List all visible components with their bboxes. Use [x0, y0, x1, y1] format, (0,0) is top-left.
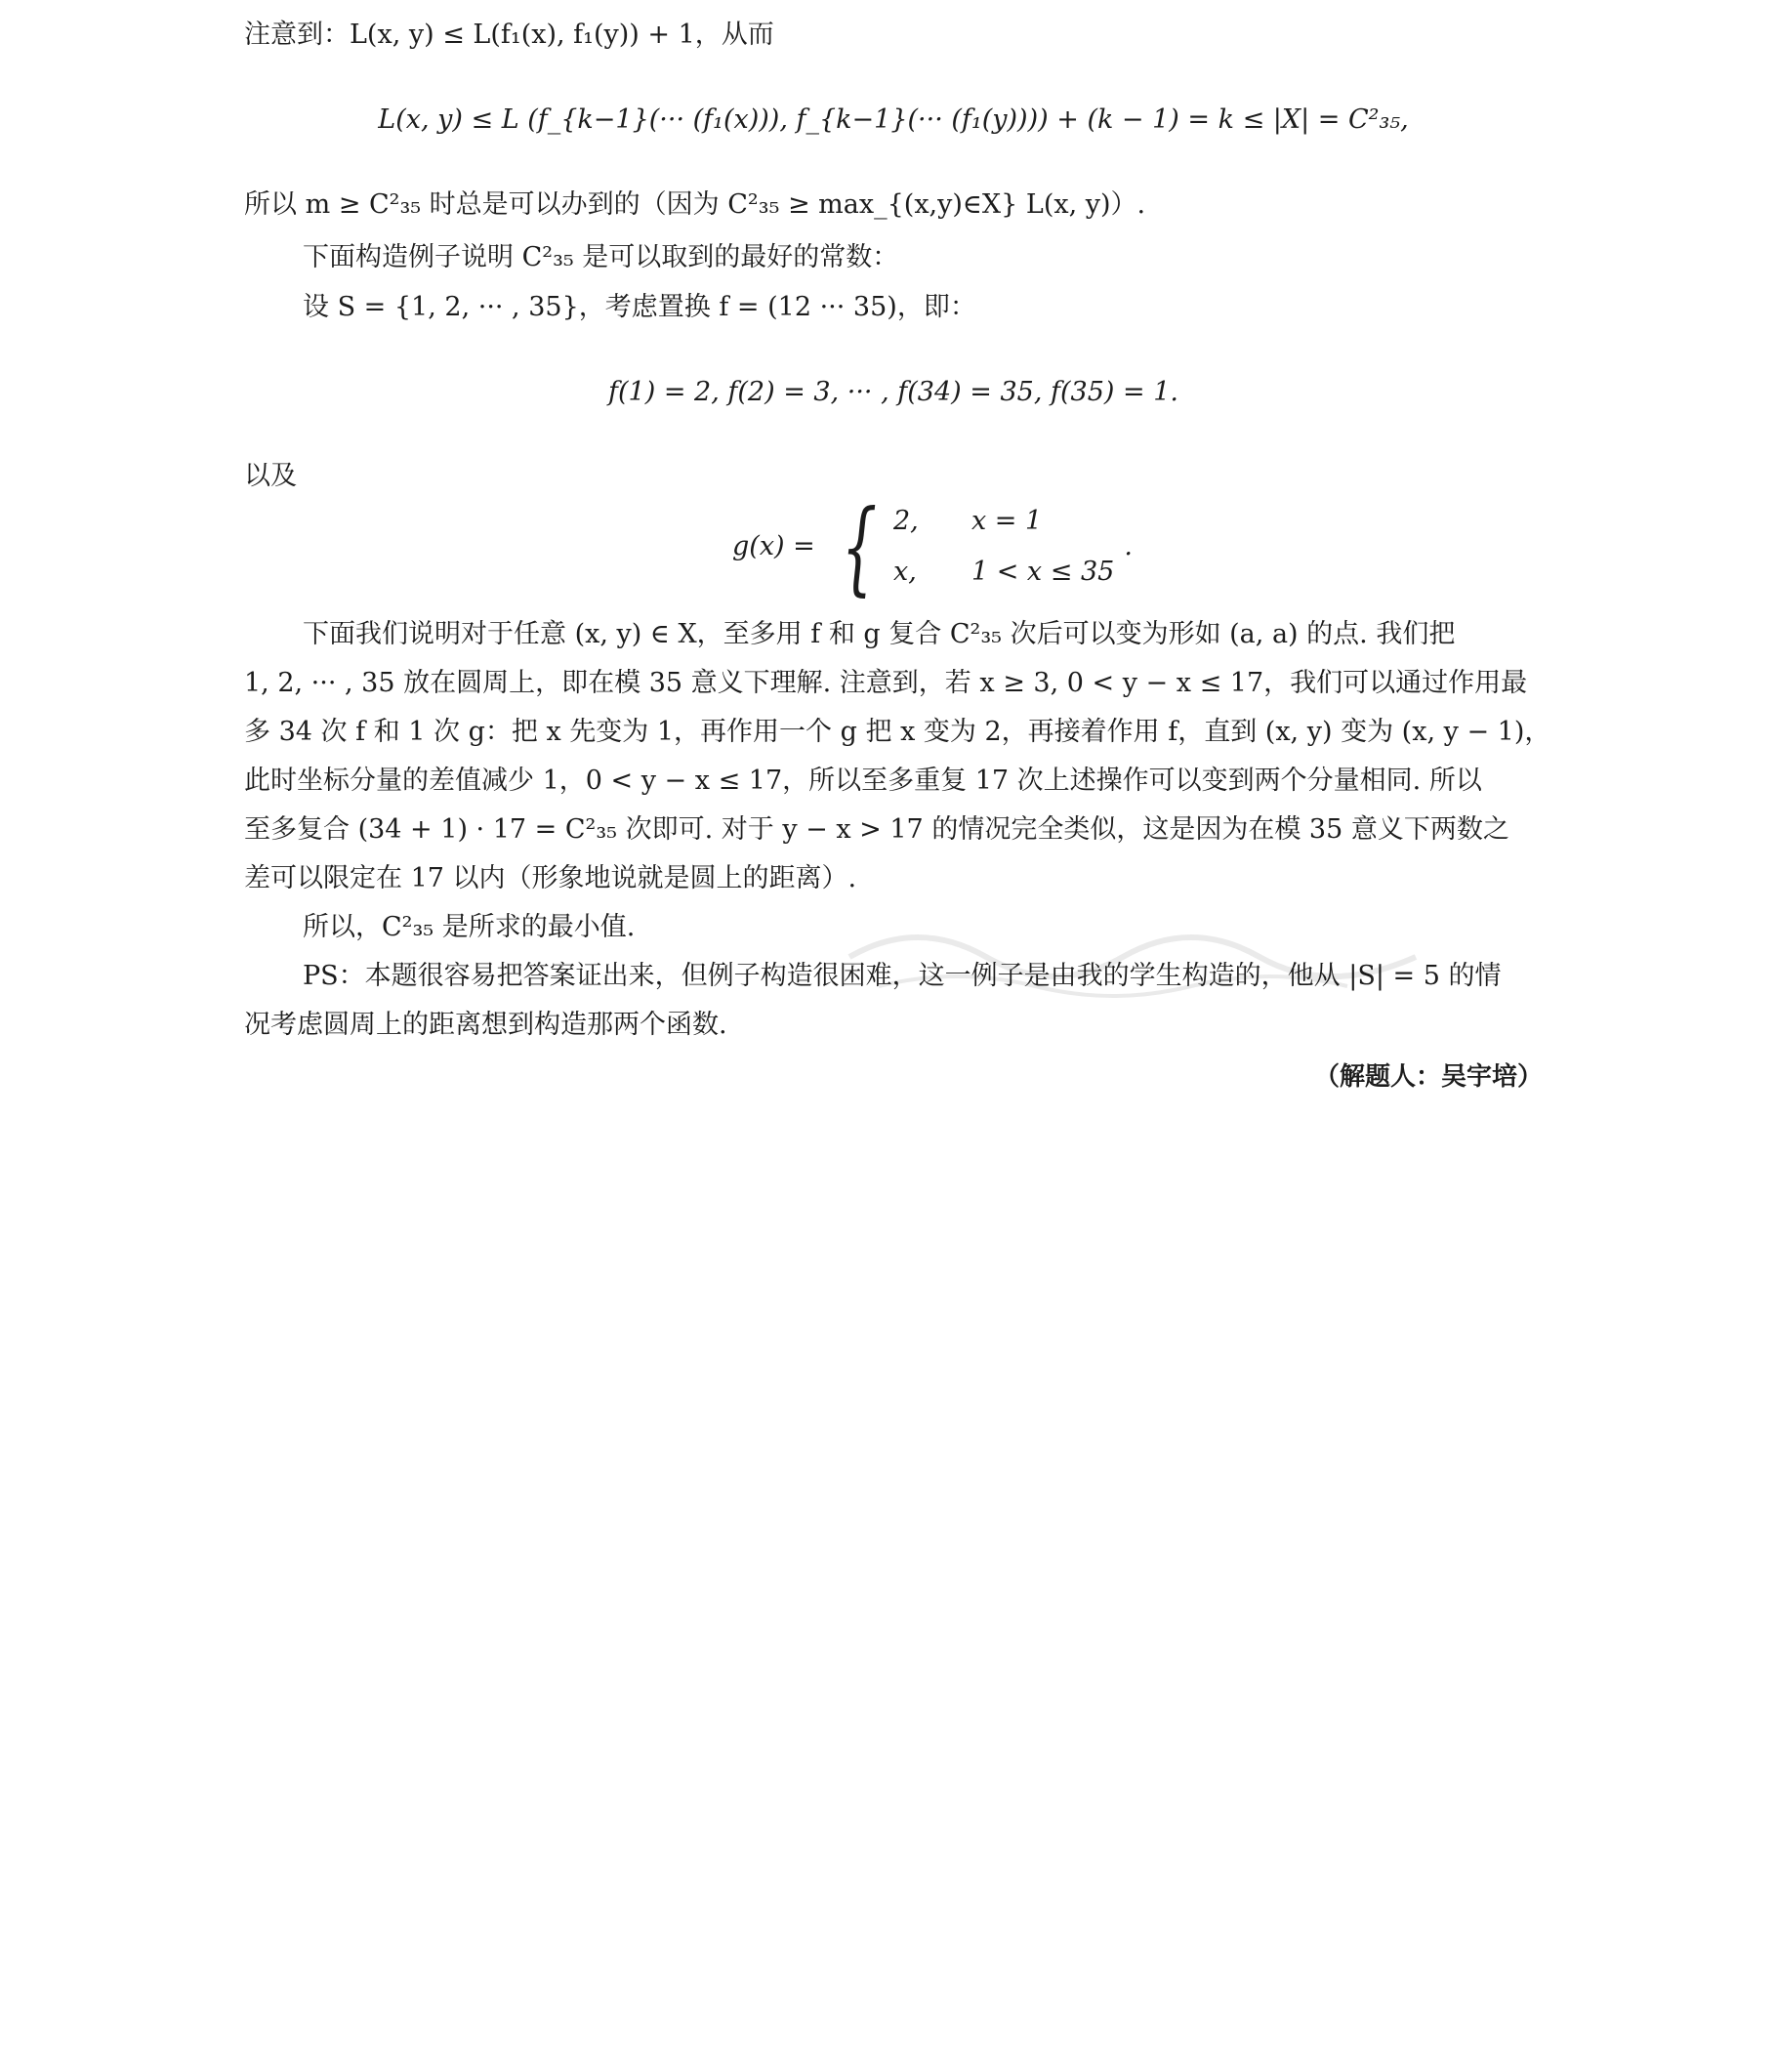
- text-line: 设 S = {1, 2, ··· , 35}，考虑置换 f = (12 ··· 35)，即：: [303, 292, 976, 322]
- text-line: PS：本题很容易把答案证出来，但例子构造很困难，这一例子是由我的学生构造的，他从 |S| = 5 的情: [303, 961, 1502, 991]
- case-row-2: [893, 555, 1114, 590]
- cases-lhs: g(x) =: [732, 530, 815, 561]
- text-line: 多 34 次 f 和 1 次 g：把 x 先变为 1，再作用一个 g 把 x 变为 2，再接着作用 f，直到 (x, y) 变为 (x, y − 1)，: [244, 717, 1551, 747]
- text-line: 所以，C²₃₅ 是所求的最小值.: [303, 912, 636, 942]
- equation-permutation: f(1) = 2, f(2) = 3, ··· , f(34) = 35, f(35) = 1.: [608, 377, 1178, 407]
- case-condition: x = 1: [971, 505, 1043, 536]
- text-line: 此时坐标分量的差值减少 1，0 < y − x ≤ 17，所以至多重复 17 次上述操作可以变到两个分量相同. 所以: [244, 766, 1482, 796]
- left-brace: {: [841, 487, 878, 606]
- faint-watermark: [840, 898, 1425, 1006]
- piecewise-function-g: [732, 487, 1133, 606]
- case-condition: 1 < x ≤ 35: [971, 557, 1115, 587]
- case-value: 2,: [892, 505, 919, 536]
- case-row-1: [893, 504, 1114, 539]
- solver-signature: （解题人：吴宇培）: [1313, 1062, 1543, 1092]
- text-line: 注意到：L(x, y) ≤ L(f₁(x), f₁(y)) + 1，从而: [244, 20, 774, 50]
- equation-inequality-chain: L(x, y) ≤ L (f_{k−1}(··· (f₁(x))), f_{k−1}(··· (f₁(y)))) + (k − 1) = k ≤ |X| = C²₃₅,: [378, 104, 1409, 135]
- cases-end-punctuation: .: [1124, 530, 1133, 561]
- text-line: 所以 m ≥ C²₃₅ 时总是可以办到的（因为 C²₃₅ ≥ max_{(x,y)∈X} L(x, y)）.: [244, 189, 1146, 220]
- text-line: 1, 2, ··· , 35 放在圆周上，即在模 35 意义下理解. 注意到，若 x ≥ 3, 0 < y − x ≤ 17，我们可以通过作用最: [244, 668, 1528, 698]
- case-value: x,: [892, 557, 917, 587]
- text-line: 下面构造例子说明 C²₃₅ 是可以取到的最好的常数：: [303, 242, 899, 272]
- text-line: 至多复合 (34 + 1) · 17 = C²₃₅ 次即可. 对于 y − x > 17 的情况完全类似，这是因为在模 35 意义下两数之: [244, 814, 1509, 845]
- text-line: 以及: [244, 461, 297, 491]
- text-line: 况考虑圆周上的距离想到构造那两个函数.: [244, 1010, 727, 1040]
- cases-rows: [893, 504, 1114, 591]
- text-line: 下面我们说明对于任意 (x, y) ∈ X，至多用 f 和 g 复合 C²₃₅ 次后可以变为形如 (a, a) 的点. 我们把: [303, 619, 1456, 649]
- text-line: 差可以限定在 17 以内（形象地说就是圆上的距离）.: [244, 863, 857, 893]
